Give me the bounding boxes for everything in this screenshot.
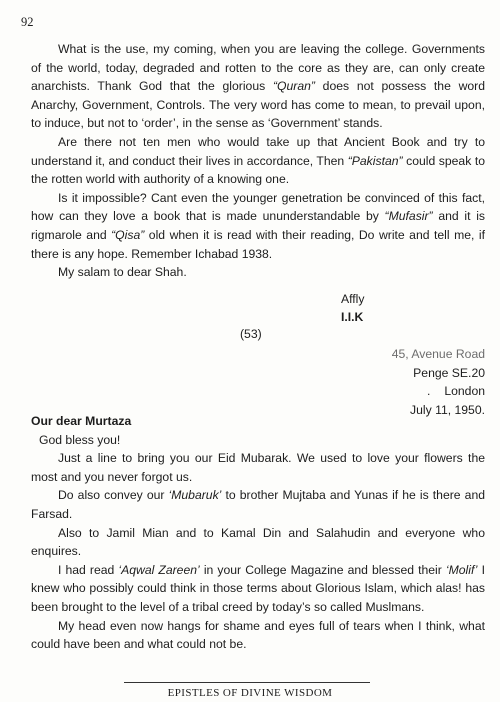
address-city: London — [444, 384, 485, 399]
italic-term: ‘Molif’ — [445, 562, 478, 577]
paragraph — [31, 486, 485, 523]
text-run: Also to Jamil Mian and to Kamal Din and Salahudin and everyone who enquires. — [31, 525, 485, 559]
paragraph — [31, 561, 485, 617]
paragraph — [31, 617, 485, 654]
text-run: Do also convey our — [58, 488, 169, 503]
letter-number: (53) — [240, 327, 262, 341]
address-dot: . — [426, 384, 431, 399]
text-run: does not possess the word Anarchy, Government, Controls. The very word has come to mean, to prevail upon, to induce, but not to ‘order’, in the sense as ‘Government’ stands. — [31, 79, 486, 131]
text-run: Is it impossible? Cant even the younger genetration be convinced of this fact, how can they love a book that is made ununderstandable by — [31, 190, 485, 224]
italic-term: “Qisa” — [111, 227, 145, 242]
address-city-line — [392, 382, 485, 401]
text-run: I had read — [58, 562, 119, 577]
paragraph — [31, 431, 485, 450]
book-title-footer: EPISTLES OF DIVINE WISDOM — [167, 687, 333, 699]
sender-address — [392, 345, 485, 419]
letter-53-body — [31, 412, 485, 654]
text-run: old when it is read with their reading, Do write and tell me, if there is any hope. Remember Ichabad 1938. — [31, 227, 485, 261]
paragraph — [31, 133, 485, 189]
footer-rule — [124, 682, 370, 683]
italic-term: “Mufasir” — [384, 209, 433, 224]
text-run: God bless you! — [39, 432, 121, 447]
text-run: Just a line to bring you our Eid Mubarak. We used to love your flowers the most and you never forgot us. — [31, 451, 485, 484]
text-run: and it is rigmarole and — [31, 209, 485, 242]
italic-term: “Pakistan” — [347, 153, 403, 168]
letter-date: July 11, 1950. — [410, 402, 485, 417]
address-street: 45, Avenue Road — [391, 347, 485, 361]
paragraph — [31, 40, 485, 133]
closing: Affly — [341, 292, 365, 306]
salutation: Our dear Murtaza — [31, 414, 132, 428]
text-run: What is the use, my coming, when you are leaving the college. Governments of the world, today, degraded and rotten to the core as they are, can only create anarchists. Thank God that the glorious — [31, 42, 485, 94]
signature: I.I.K — [341, 310, 364, 324]
text-run: Are there not ten men who would take up that Ancient Book and try to understand it, and conduct their lives in accordance, Then — [31, 134, 485, 168]
text-run: My head even now hangs for shame and eyes full of tears when I think, what could have been and what could not be. — [31, 618, 485, 652]
text-run: I knew who possibly could think in those terms about Glorious Islam, which alas! has been brought to the level of a tribal creed by today’s so called Muslmans. — [31, 562, 485, 614]
text-run: to brother Mujtaba and Yunas if he is there and Farsad. — [31, 488, 486, 521]
page-number: 92 — [21, 15, 34, 29]
paragraph — [31, 189, 485, 263]
letter-52-body — [31, 40, 485, 282]
text-run: could speak to the rotten world with authority of a knowing one. — [31, 153, 485, 187]
italic-term: ‘Mubaruk’ — [168, 488, 222, 503]
italic-term: ‘Aqwal Zareen’ — [118, 562, 200, 577]
paragraph — [31, 449, 485, 486]
italic-term: “Quran” — [272, 79, 315, 94]
paragraph — [31, 263, 485, 282]
text-run: in your College Magazine and blessed their — [199, 562, 446, 577]
paragraph — [31, 524, 485, 561]
text-run: My salam to dear Shah. — [58, 265, 187, 280]
address-area: Penge SE.20 — [413, 365, 485, 380]
